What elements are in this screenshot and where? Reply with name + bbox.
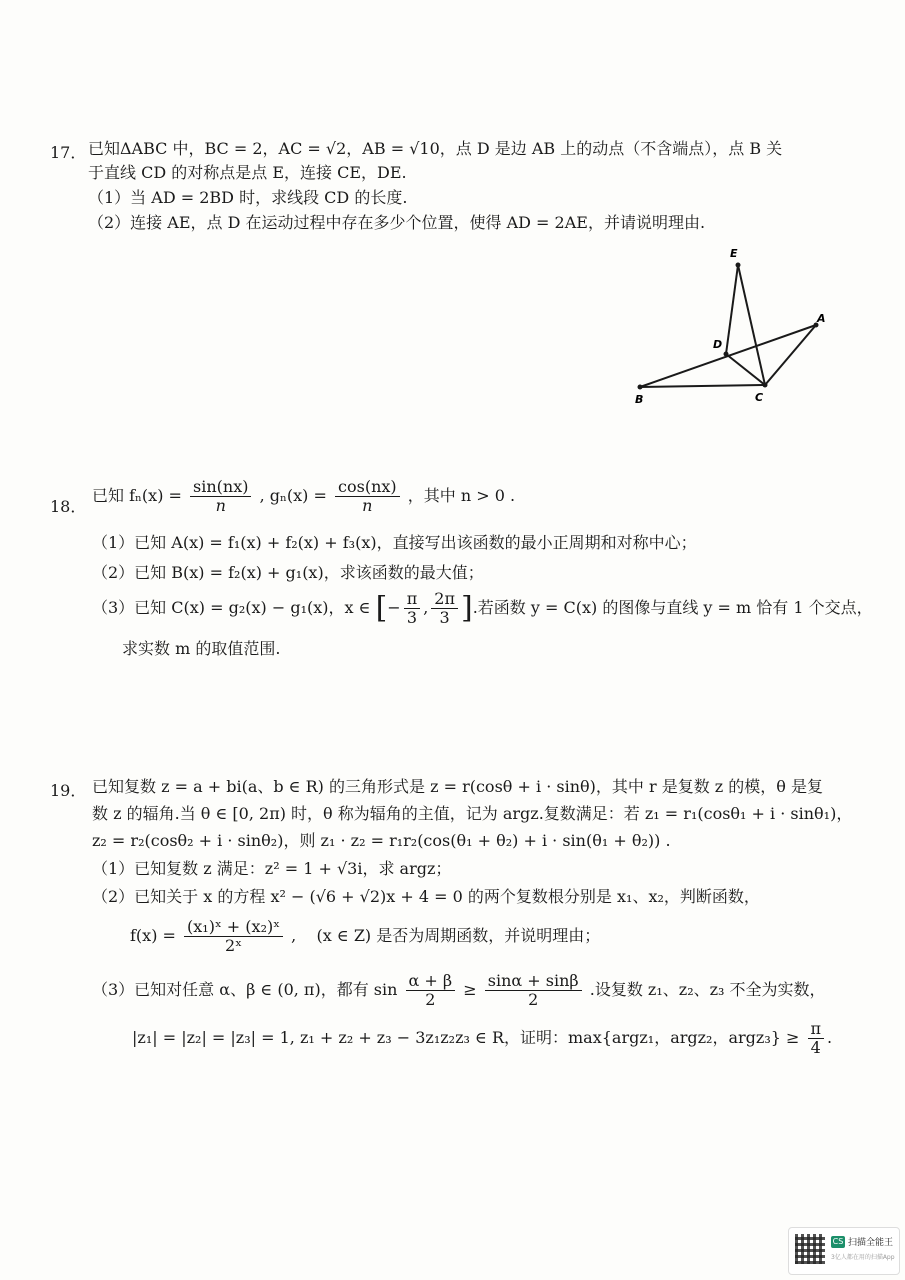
problem-17-line-1: 已知ΔABC 中，BC = 2，AC = √2，AB = √10，点 D 是边 AB 上的动点（不含端点），点 B 关	[88, 139, 783, 158]
fraction-alpha-beta: $\frac{\alpha + \beta}{2}$	[406, 972, 456, 1009]
label-b: B	[635, 393, 644, 406]
qr-code-icon	[795, 1234, 825, 1264]
fraction-sin-sum: $\frac{\sin\alpha + \sin\beta}{2}$	[485, 972, 582, 1009]
scanner-watermark	[788, 1227, 900, 1275]
segment-bc	[640, 385, 765, 387]
problem-18-part-2: （2）已知 B(x) = f₂(x) + g₁(x)，求该函数的最大值；	[92, 563, 484, 582]
point-d	[724, 352, 729, 357]
label-a: A	[817, 312, 826, 325]
label-e: E	[730, 247, 738, 260]
problem-19-function: f(x) = $\frac{\text{(x₁)ˣ + (x₂)ˣ}}{\text{2ˣ}}$ , (x ∈ Z) 是否为周期函数，并说明理由；	[130, 917, 601, 955]
problem-19-part-3: （3）已知对任意 α、β ∈ (0, π)，都有 sin $\frac{\alpha + \beta}{2}$ ≥ $\frac{\sin\alpha + \sin\beta}{2}$ .设复数 z₁、z₂、z₃ 不全为实数，	[92, 971, 826, 1009]
problem-19-part-2: （2）已知关于 x 的方程 x² − (√6 + √2)x + 4 = 0 的两个复数根分别是 x₁、x₂，判断函数，	[92, 887, 760, 906]
problem-19-number: 19．	[50, 781, 87, 800]
problem-18-intro: 已知 fₙ(x) = $\frac{\sin(nx)}{n}$ , gₙ(x) = $\frac{\cos(nx)}{n}$ ，其中 n > 0 .	[92, 477, 516, 515]
problem-17-number: 17．	[50, 143, 87, 162]
point-e	[736, 263, 741, 268]
problem-19-line-1: 已知复数 z = a + bi(a、b ∈ R) 的三角形式是 z = r(cosθ + i · sinθ)，其中 r 是复数 z 的模，θ 是复	[92, 777, 824, 796]
problem-18-part-3: （3）已知 C(x) = g₂(x) − g₁(x)，x ∈ [− $\frac{\pi}{3}$ , $\frac{2\pi}{3}$ ].若函数 y = C(x) 的图像与直线 y = m 恰有 1 个交点，	[92, 589, 873, 627]
problem-17-part-1: （1）当 AD = 2BD 时，求线段 CD 的长度.	[88, 188, 408, 207]
problem-17-line-2: 于直线 CD 的对称点是点 E，连接 CE，DE.	[88, 163, 407, 182]
camscanner-logo: CS	[832, 1237, 844, 1246]
fraction-fx: $\frac{\text{(x₁)ˣ + (x₂)ˣ}}{\text{2ˣ}}$	[184, 918, 283, 955]
problem-18-number: 18．	[50, 497, 87, 516]
problem-17-part-2: （2）连接 AE，点 D 在运动过程中存在多少个位置，使得 AD = 2AE，并请说明理由.	[88, 213, 706, 232]
problem-18-part-1: （1）已知 A(x) = f₁(x) + f₂(x) + f₃(x)，直接写出该函数的最小正周期和对称中心；	[92, 533, 697, 552]
fraction-sin: $\frac{\sin(nx)}{n}$	[190, 478, 251, 515]
problem-19-last-line: |z₁| = |z₂| = |z₃| = 1, z₁ + z₂ + z₃ − 3z₁z₂z₃ ∈ R，证明：max{argz₁，argz₂，argz₃} ≥ $\frac{\pi}{4}$ .	[132, 1019, 833, 1057]
fraction-cos: $\frac{\cos(nx)}{n}$	[335, 478, 400, 515]
watermark-subtitle: 3亿人都在用的扫描App	[831, 1254, 895, 1261]
label-d: D	[713, 338, 723, 351]
problem-18-part-3-tail: 求实数 m 的取值范围.	[122, 639, 281, 658]
label-c: C	[755, 391, 764, 404]
watermark-title: 扫描全能王	[848, 1238, 894, 1248]
problem-19-part-1: （1）已知复数 z 满足：z² = 1 + √3i，求 argz；	[92, 859, 452, 878]
point-b	[638, 385, 643, 390]
point-c	[763, 383, 768, 388]
segment-ed	[726, 265, 738, 354]
triangle-figure	[625, 240, 840, 410]
fraction-2pi-3: $\frac{2\pi}{3}$	[431, 590, 458, 627]
fraction-pi-3: $\frac{\pi}{3}$	[404, 590, 421, 627]
problem-19-line-2: 数 z 的辐角.当 θ ∈ [0, 2π) 时，θ 称为辐角的主值，记为 argz.复数满足：若 z₁ = r₁(cosθ₁ + i · sinθ₁)，	[92, 804, 853, 823]
problem-19-line-3: z₂ = r₂(cosθ₂ + i · sinθ₂)，则 z₁ · z₂ = r₁r₂(cos(θ₁ + θ₂) + i · sin(θ₁ + θ₂)) .	[92, 831, 671, 850]
fraction-pi-4: $\frac{\pi}{4}$	[808, 1020, 825, 1057]
